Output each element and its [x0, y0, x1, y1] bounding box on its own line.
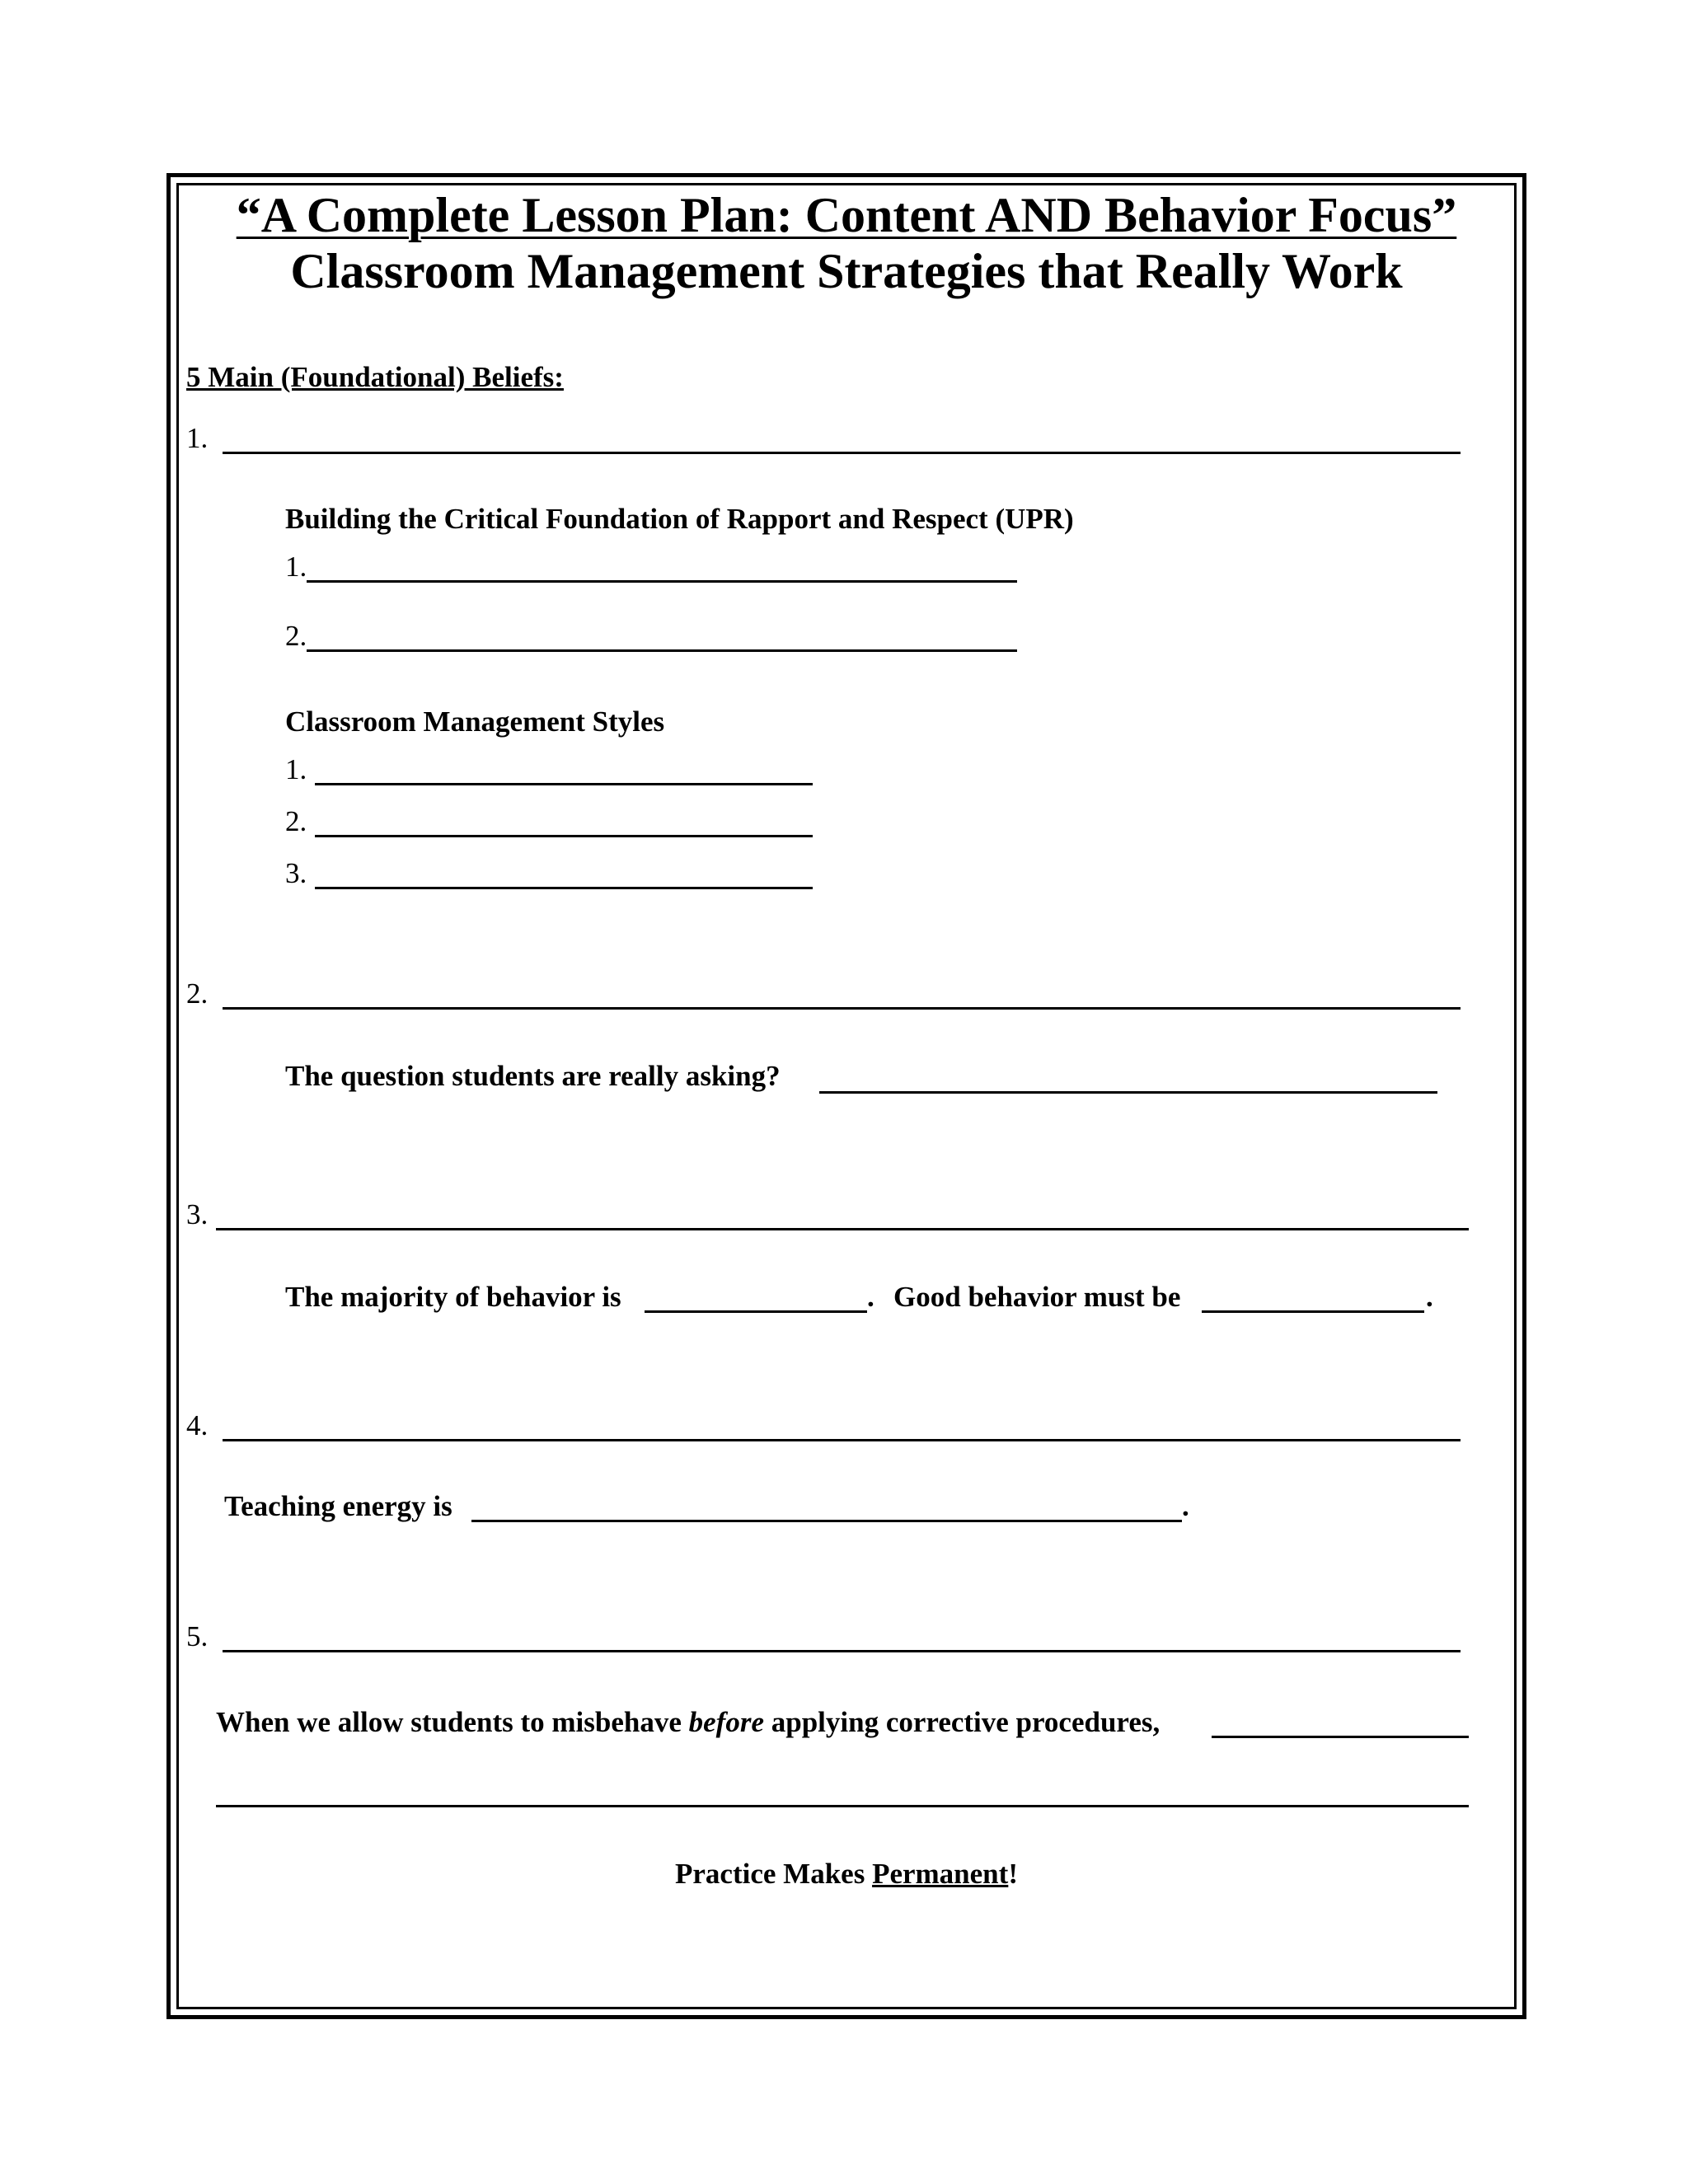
misbehave-italic: before [688, 1706, 764, 1738]
misbehave-blank-1[interactable] [1212, 1736, 1469, 1738]
period-3: . [1182, 1490, 1189, 1522]
rapport-1-blank[interactable] [307, 580, 1017, 583]
misbehave-blank-2[interactable] [216, 1805, 1469, 1807]
beliefs-heading: 5 Main (Foundational) Beliefs: [186, 361, 564, 393]
footer-motto [176, 1858, 1517, 1891]
misbehave-text-1: When we allow students to misbehave [216, 1706, 682, 1738]
belief-4-number: 4. [186, 1409, 209, 1441]
style-3-blank[interactable] [315, 887, 813, 889]
belief-1-blank[interactable] [223, 452, 1461, 454]
energy-prompt: Teaching energy is [224, 1490, 452, 1522]
belief-5-blank[interactable] [223, 1650, 1461, 1652]
belief-4-blank[interactable] [223, 1439, 1461, 1441]
majority-prompt: The majority of behavior is [285, 1281, 621, 1313]
worksheet-title: “A Complete Lesson Plan: Content AND Behavior Focus” [236, 188, 1457, 242]
style-2-blank[interactable] [315, 835, 813, 837]
style-2-number: 2. [285, 805, 307, 837]
belief-1-number: 1. [186, 422, 209, 454]
style-1-blank[interactable] [315, 783, 813, 785]
style-1-number: 1. [285, 753, 307, 785]
styles-heading: Classroom Management Styles [285, 705, 665, 738]
question-blank[interactable] [819, 1091, 1437, 1094]
belief-2-number: 2. [186, 977, 209, 1010]
rapport-2-blank[interactable] [307, 649, 1017, 652]
belief-2-blank[interactable] [223, 1007, 1461, 1010]
style-3-number: 3. [285, 857, 307, 889]
footer-suffix: ! [1008, 1858, 1018, 1890]
belief-3-blank[interactable] [216, 1228, 1469, 1230]
misbehave-prompt [216, 1706, 1160, 1739]
footer-prefix: Practice Makes [675, 1858, 865, 1890]
good-behavior-blank[interactable] [1202, 1310, 1424, 1313]
worksheet-subtitle: Classroom Management Strategies that Really Work [290, 244, 1403, 298]
rapport-2-number: 2. [285, 620, 307, 652]
rapport-1-number: 1. [285, 551, 307, 583]
misbehave-text-2: applying corrective procedures, [771, 1706, 1160, 1738]
belief-5-number: 5. [186, 1620, 209, 1652]
period-1: . [867, 1281, 874, 1313]
rapport-heading: Building the Critical Foundation of Rapport and Respect (UPR) [285, 503, 1074, 535]
good-behavior-prompt: Good behavior must be [893, 1281, 1181, 1313]
energy-blank[interactable] [471, 1520, 1182, 1522]
question-prompt: The question students are really asking? [285, 1060, 781, 1092]
period-2: . [1426, 1281, 1433, 1313]
majority-blank[interactable] [645, 1310, 867, 1313]
belief-3-number: 3. [186, 1198, 209, 1230]
footer-underlined: Permanent [872, 1858, 1009, 1890]
